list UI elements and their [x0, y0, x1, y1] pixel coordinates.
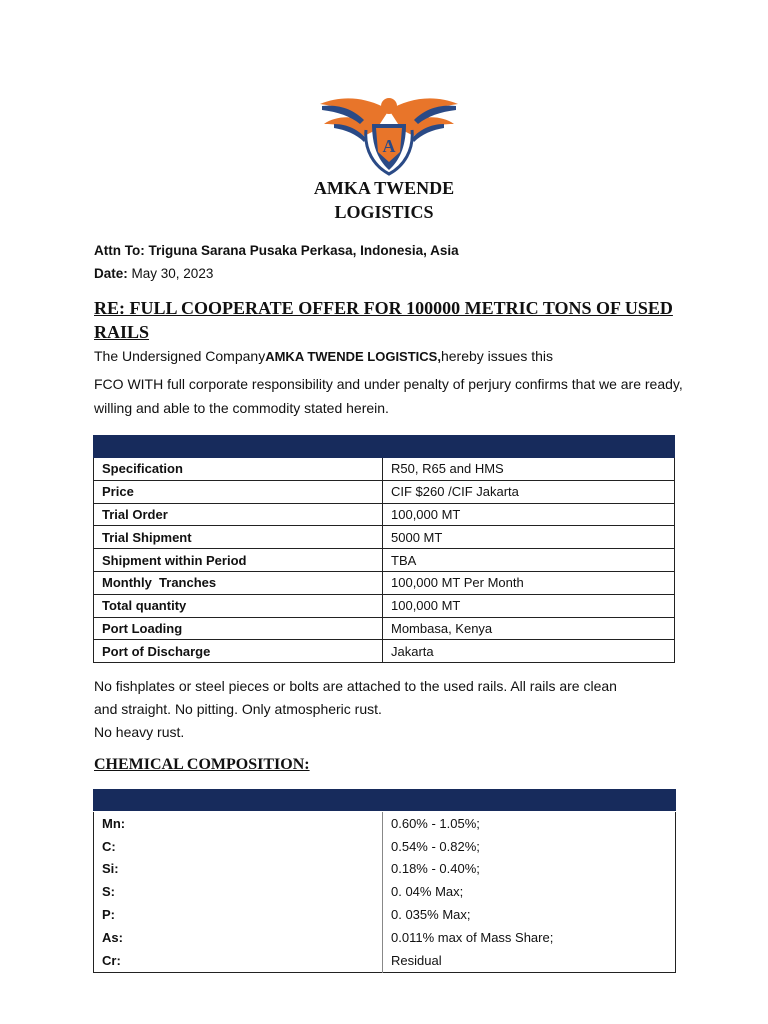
fco-paragraph: FCO WITH full corporate responsibility and under penalty of perjury confirms that we are ready, willing and able to the commodity stated herein.: [94, 376, 683, 416]
table-row: [94, 949, 676, 972]
intro-company: AMKA TWENDE LOGISTICS,: [265, 349, 441, 364]
chem-key: Cr:: [94, 949, 383, 972]
logo-letter: A: [382, 136, 396, 156]
note-line: and straight. No pitting. Only atmospheric rust.: [94, 701, 382, 717]
spec-value: 100,000 MT: [383, 594, 675, 617]
spec-value: 100,000 MT: [383, 503, 675, 526]
table-row: [94, 480, 675, 503]
table-row: [94, 526, 675, 549]
intro-prefix: The Undersigned Company: [94, 348, 266, 364]
chemical-table: [93, 812, 676, 973]
chem-key: C:: [94, 835, 383, 858]
table-row: [94, 640, 675, 663]
table-row: [94, 926, 676, 949]
spec-key: Trial Shipment: [94, 526, 383, 549]
spec-value: 5000 MT: [383, 526, 675, 549]
chem-value: 0.011% max of Mass Share;: [391, 929, 554, 945]
chem-value: 0.54% - 0.82%;: [391, 838, 480, 854]
intro-suffix: hereby issues this: [440, 348, 554, 364]
chem-value: 0. 04% Max;: [391, 884, 464, 900]
table-row: [94, 458, 675, 481]
note-line: No heavy rust.: [94, 724, 185, 740]
spec-key: Port Loading: [94, 617, 383, 640]
chem-key: S:: [94, 880, 383, 903]
table-row: [94, 549, 675, 572]
note-line: No fishplates or steel pieces or bolts are attached to the used rails. All rails are clean: [94, 678, 617, 694]
table-row: [94, 617, 675, 640]
shield-icon: [366, 124, 413, 174]
chem-key: Si:: [94, 858, 383, 881]
spec-table: [93, 435, 675, 663]
spec-key: Specification: [94, 458, 383, 481]
date-value: May 30, 2023: [131, 266, 214, 281]
table-row: [94, 903, 676, 926]
spec-value: TBA: [383, 549, 675, 572]
chem-value: 0.60% - 1.05%;: [391, 815, 480, 831]
spec-value: 100,000 MT Per Month: [383, 571, 675, 594]
table-row: [94, 835, 676, 858]
spec-table-header: [94, 436, 675, 458]
date-label: Date:: [94, 266, 128, 281]
table-row: [94, 503, 675, 526]
spec-key: Port of Discharge: [94, 640, 383, 663]
condition-notes: [94, 675, 694, 744]
spec-value: CIF $260 /CIF Jakarta: [383, 480, 675, 503]
date-line: [94, 266, 213, 281]
company-logo: [314, 90, 464, 176]
spec-key: Trial Order: [94, 503, 383, 526]
spec-key: Monthly Tranches: [94, 571, 383, 594]
subject-title: RE: FULL COOPERATE OFFER FOR 100000 METRIC TONS OF USED RAILS: [94, 298, 673, 342]
table-row: [94, 571, 675, 594]
chem-value: 0. 035% Max;: [391, 907, 471, 923]
spec-key: Price: [94, 480, 383, 503]
chemical-title: CHEMICAL COMPOSITION:: [94, 756, 310, 773]
table-row: [94, 880, 676, 903]
chem-value: 0.18% - 0.40%;: [391, 861, 480, 877]
table-row: [94, 858, 676, 881]
spec-value: R50, R65 and HMS: [383, 458, 675, 481]
chemical-table-header: [93, 789, 676, 811]
company-name-line2: LOGISTICS: [334, 202, 434, 222]
attention-line: Attn To: Triguna Sarana Pusaka Perkasa, Indonesia, Asia: [94, 243, 459, 258]
table-row: [94, 812, 676, 835]
intro-line: [94, 347, 553, 366]
spec-value: Mombasa, Kenya: [383, 617, 675, 640]
spec-key: Total quantity: [94, 594, 383, 617]
chem-key: As:: [94, 926, 383, 949]
chem-key: Mn:: [94, 812, 383, 835]
company-name-line1: AMKA TWENDE: [313, 178, 455, 198]
spec-value: Jakarta: [383, 640, 675, 663]
spec-key: Shipment within Period: [94, 549, 383, 572]
chem-key: P:: [94, 903, 383, 926]
table-row: [94, 594, 675, 617]
chem-value: Residual: [391, 952, 442, 968]
